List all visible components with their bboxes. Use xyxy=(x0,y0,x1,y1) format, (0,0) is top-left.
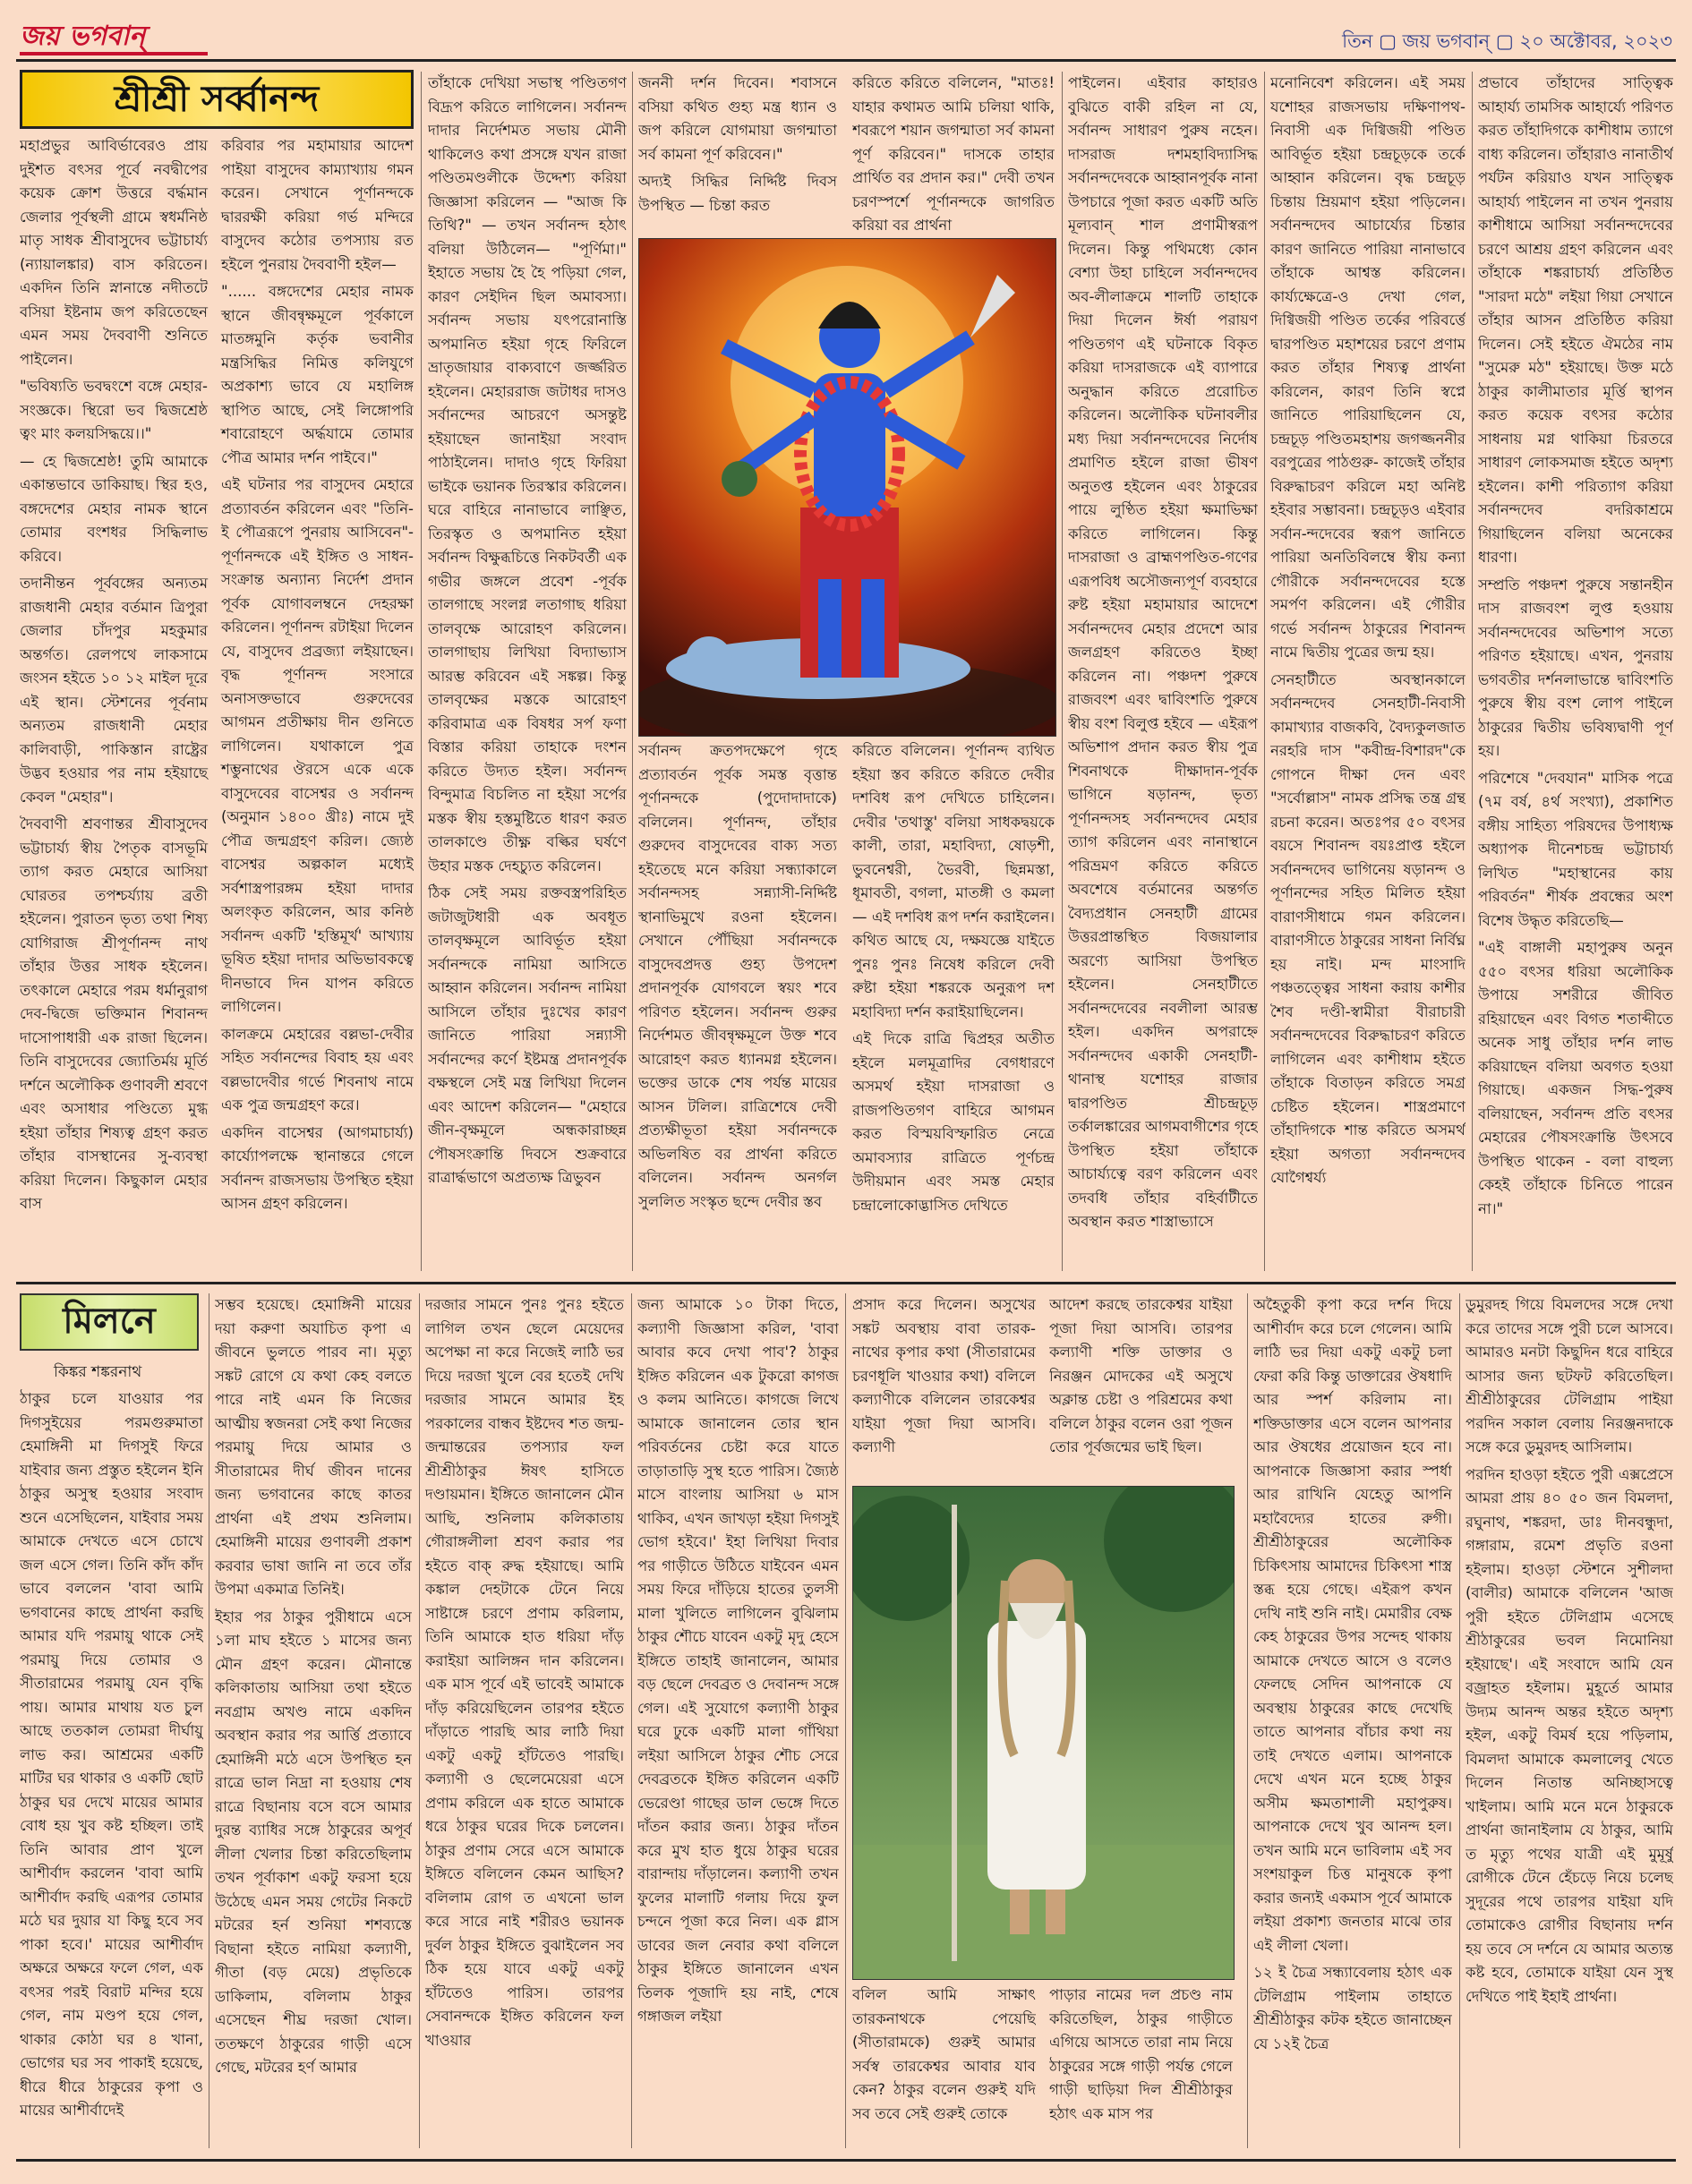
masthead: জয় ভগবান্ xyxy=(20,21,146,52)
article1-below-image-col-a xyxy=(638,739,837,1271)
paragraph: "এই বাঙ্গালী মহাপুরুষ অনুন ৫৫০ বৎসর ধরিয়া অলৌকিক উপায়ে সশরীরে জীবিত রহিয়াছেন এবং বিগত শতাব্দীতে অনেক সাধু তাঁহার দর্শন লাভ করিয়াছেন বলিয়া অবগত হওয়া গিয়াছে। একজন সিদ্ধ-পুরুষ বলিয়াছেন, সর্বানন্দ প্রতি বৎসর মেহারের পৌষসংক্রান্তি উৎসবে উপস্থিত থাকেন - বলা বাহুল্য কেহই তাঁহাকে চিনিতে পারেন না।" xyxy=(1478,939,1673,1217)
paragraph: "ভবিষ্যতি ভবদ্বংশে বঙ্গে মেহার-সংজ্ঞকে। স্থিরো ভব দ্বিজশ্রেষ্ঠ ত্বং মাং কলয়সিদ্ধয়ে।।" xyxy=(20,378,208,442)
paragraph: — হে দ্বিজশ্রেষ্ঠ! তুমি আমাকে একান্তভাবে ডাকিয়াছ। স্থির হও, বঙ্গদেশের মেহার নামক স্থানে তোমার বংশধর সিদ্ধিলাভ করিবে। xyxy=(20,452,208,565)
column-separator xyxy=(632,72,633,1271)
paragraph: ইহার পর ঠাকুর পুরীধামে এসে ১লা মাঘ হইতে ১ মাসের জন্য মৌন গ্রহণ করেন। মৌনান্তে কলিকাতায় আসিয়া তথা হইতে নবগ্রাম অখণ্ড নামে একদিন অবস্থান করার পর আর্ত্তি প্রত্যাবে হেমাঙ্গিনী মঠে এসে উপস্থিত হন রাত্রে ভাল নিদ্রা না হওয়ায় শেষ রাত্রে বিছানায় বসে বসে আমার দুরন্ত ব্যাধির সঙ্গে ঠাকুরের অপূর্ব লীলা খেলার চিন্তা করিতেছিলাম তখন পূর্বাকাশ একটু ফরসা হয়ে উঠেছে এমন সময় গেটের নিকটে মটরের হর্ন শুনিয়া শশব্যস্তে বিছানা হইতে নামিয়া কল্যাণী, গীতা (বড় মেয়ে) প্রভৃতিকে ডাকিলাম, বলিলাম ঠাকুর এসেছেন শীঘ্র দরজা খোল। ততক্ষণে ঠাকুরের গাড়ী এসে গেছে, মটরের হর্ণ আমার xyxy=(215,1608,412,2076)
paragraph: তদানীন্তন পূর্ববঙ্গের অন্যতম রাজধানী মেহার বর্তমান ত্রিপুরা জেলার চাঁদপুর মহকুমার অন্তর্গত। রেলপথে লাকসামে জংসন হইতে ১০ ১২ মাইল দূরে এই স্থান। স্টেশনের পূর্বনাম অন্যতম রাজধানী মেহার কালিবাড়ী, পাকিস্তান রাষ্ট্রের উদ্ভব হওয়ার পর নাম হইয়াছে কেবল "মেহার"। xyxy=(20,575,208,806)
article1-column-7 xyxy=(1270,72,1466,1271)
paragraph: ডুমুরদহ গিয়ে বিমলদের সঙ্গে দেখা করে তাদের সঙ্গে পুরী চলে আসবে। আমারও মনটা কিছুদিন ধরে বাহিরে আসার জন্য ছটফট করিতেছিল। শ্রীশ্রীঠাকুরের টেলিগ্রাম পাইয়া পরদিন সকাল বেলায় নিরঞ্জনদাকে সঙ্গে করে ডুমুরদহ আসিলাম। xyxy=(1466,1296,1673,1455)
article2-column-7 xyxy=(1253,1293,1452,2148)
section-rule xyxy=(16,1282,1676,1284)
paragraph: আদেশ করছে তারকেশ্বর যাইয়া পূজা দিয়া আসবি। তারপর কল্যাণী শক্তি ডাক্তার ও নিরঞ্জন মোদকের এই অসুখে অক্লান্ত চেষ্টা ও পরিশ্রমের কথা বলিলে ঠাকুর বলেন ওরা পূজন তোর পূর্বজন্মের ভাই ছিল। xyxy=(1049,1296,1233,1455)
column-separator xyxy=(1062,72,1063,1271)
masthead-underline xyxy=(20,52,208,55)
paragraph: একদিন বাসেশ্বর (আগমাচার্য্য) কার্য্যোপলক্ষে স্থানান্তরে গেলে সর্বানন্দ রাজসভায় উপস্থিত হইয়া আসন গ্রহণ করিলেন। xyxy=(221,1123,414,1212)
article1-below-image-col-b xyxy=(852,739,1055,1271)
article1-column-6 xyxy=(1068,72,1258,1271)
paragraph: "...... বঙ্গদেশের মেহার নামক স্থানে জীবন্বৃক্ষমূলে পূর্বকালে মাতঙ্গমুনি কর্তৃক ভবানীর মন্ত্রসিদ্ধির নিমিত্ত কলিযুগে অপ্রকাশ্য ভাবে যে মহালিঙ্গ স্থাপিত আছে, সেই লিঙ্গোপরি শবারোহণে অর্দ্ধযামে তোমার পৌত্র আমার দর্শন পাইবে।" xyxy=(221,283,414,466)
column-separator xyxy=(421,72,422,1271)
paragraph: এই ঘটনার পর বাসুদেব মেহারে প্রত্যাবর্তন করিলেন এবং "তিনি-ই পৌত্ররূপে পুনরায় আসিবেন"- পূর্ণানন্দকে এই ইঙ্গিত ও সাধন-সংক্রান্ত অন্যান্য নির্দেশ প্রদান পূর্বক যোগাবলম্বনে দেহরক্ষা করিলেন। পূর্ণানন্দ রটাইয়া দিলেন যে, বাসুদেব প্রব্রজ্যা লইয়াছেন। বৃদ্ধ পূর্ণানন্দ সংসারে অনাসক্তভাবে গুরুদেবের আগমন প্রতীক্ষায় দীন গুনিতে লাগিলেন। যথাকালে পুত্র শম্ভুনাথের ঔরসে একে একে বাসুদেবের বাসেশ্বর ও সর্বানন্দ (অনুমান ১৪০০ খ্রীঃ) নামে দুই পৌত্র জন্মগ্রহণ করিল। জ্যেষ্ঠ বাসেশ্বর অল্পকাল মধ্যেই সর্বশাস্ত্রপারঙ্গম হইয়া দাদার অলংকৃত করিলেন, আর কনিষ্ঠ সর্বানন্দ একটি 'হস্তিমূর্খ' আখ্যায় ভূষিত হইয়া দাদার অভিভাবকত্বে দীনভাবে দিন যাপন করিতে লাগিলেন। xyxy=(221,476,414,1015)
column-separator xyxy=(845,1293,846,2148)
paragraph: পরদিন হাওড়া হইতে পুরী এক্সপ্রেসে আমরা প্রায় ৪০ ৫০ জন বিমলদা, রঘুনাথ, শঙ্করদা, ডাঃ দীনবন্ধুদা, গঙ্গারাম, রমেশ প্রভৃতি রওনা হইলাম। হাওড়া স্টেশনে সুশীলদা (বালীর) আমাকে বলিলেন 'আজ পুরী হইতে টেলিগ্রাম এসেছে শ্রীঠাকুরের ভবল নিমোনিয়া হইয়াছে'। এই সংবাদে আমি যেন বজ্রাহত হইলাম। মুহূর্তে আমার উদ্যম আনন্দ অন্তর হইতে অদৃশ্য হইল, একটু বিমর্ষ হয়ে পড়িলাম, বিমলদা আমাকে কমলালেবু খেতে দিলেন নিতান্ত অনিচ্ছাসত্বে খাইলাম। আমি মনে মনে ঠাকুরকে প্রার্থনা জানাইলাম যে ঠাকুর, আমি ত মৃত্যু পথের যাত্রী এই মুমূর্ষু রোগীকে টেনে হেঁচড়ে নিয়ে চলেছ সুদূরের পথে তারপর যাইয়া যদি তোমাকেও রোগীর বিছানায় দর্শন হয় তবে সে দর্শনে যে আমার অত্যন্ত কষ্ট হবে, তোমাকে যাইয়া যেন সুস্থ দেখিতে পাই ইহাই প্রার্থনা। xyxy=(1466,1465,1673,2005)
column-separator xyxy=(1247,1293,1248,2148)
column-separator xyxy=(631,1293,632,2148)
paragraph: এই দিকে রাত্রি দ্বিপ্রহর অতীত হইলে মলমূত্রাদির বেগধারণে অসমর্থ হইয়া দাসরাজা ও রাজপণ্ডিতগণ বাহিরে আগমন করত বিস্ময়বিস্ফারিত নেত্রে অমাবস্যার রাত্রিতে পূর্ণচন্দ্র উদীয়মান এবং সমস্ত মেহার চন্দ্রালোকোদ্ভাসিত দেখিতে xyxy=(852,1030,1055,1214)
article1-column-8 xyxy=(1478,72,1673,1271)
article2-byline: কিঙ্কর শঙ্করনাথ xyxy=(54,1363,142,1381)
paragraph: প্রভাবে তাঁহাদের সাত্ত্বিক আহার্য্য তামসিক আহার্য্যে পরিণত করত তাঁহাদিগকে কাশীধাম ত্যাগে বাধ্য করিলেন। তাঁহারাও নানাতীর্থ পর্যটন করিয়াও যখন সাত্ত্বিক আহার্য্য পাইলেন না তখন পুনরায় কাশীধামে আসিয়া সর্বানন্দদেবের চরণে আশ্রয় গ্রহণ করিলেন এবং তাঁহাকে শঙ্করাচার্য্য প্রতিষ্ঠিত "সারদা মঠে" লইয়া গিয়া সেখানে তাঁহার আসন প্রতিষ্ঠিত করিয়া দিলেন। সেই হইতে ঐমঠের নাম "সুমেরু মঠ" হইয়াছে। উক্ত মঠে ঠাকুর কালীমাতার মূর্ত্তি স্থাপন করত কয়েক বৎসর কঠোর সাধনায় মগ্ন থাকিয়া চিরতরে সাধারণ লোকসমাজ হইতে অদৃশ্য হইলেন। কাশী পরিত্যাগ করিয়া সর্বানন্দদেব বদরিকাশ্রমে গিয়াছিলেন বলিয়া অনেকের ধারণা। xyxy=(1478,74,1673,566)
column-separator xyxy=(1264,72,1265,1271)
paragraph: করিতে করিতে বলিলেন, "মাতঃ! যাহার কথামত আমি চলিয়া থাকি, শবরূপে শয়ান জগন্মাতা সর্ব কামনা পূর্ণ করিবেন।" দাসকে তাহার প্রার্থিত বর প্রদান কর।" দেবী তখন চরণস্পর্শে পূর্ণানন্দকে জাগরিত করিয়া বর প্রার্থনা xyxy=(852,74,1055,234)
saint-photo xyxy=(852,1486,1235,1980)
kali-image xyxy=(638,238,1056,737)
article2-column-3 xyxy=(425,1293,624,2148)
paragraph: পাড়ার নামের দল প্রচণ্ড নাম করিতেছিল, ঠাকুর গাড়ীতে এগিয়ে আসতে তারা নাম নিয়ে ঠাকুরের সঙ্গে গাড়ী পর্যন্ত গেলে গাড়ী ছাড়িয়া দিল শ্রীশ্রীঠাকুর হঠাৎ এক মাস পর xyxy=(1049,1986,1233,2122)
paragraph: করিতে বলিলেন। পূর্ণানন্দ ব্যথিত হইয়া স্তব করিতে করিতে দেবীর দশবিধ রূপ দেখিতে চাহিলেন। দেবীর 'তথাস্তু' বলিয়া সাধকদ্বয়কে কালী, তারা, মহাবিদ্যা, ষোড়শী, ভুবনেশ্বরী, ভৈরবী, ছিন্নমস্তা, ধূমাবতী, বগলা, মাতঙ্গী ও কমলা — এই দশবিধ রূপ দর্শন করাইলেন। কথিত আছে যে, দক্ষযজ্ঞে যাইতে পুনঃ পুনঃ নিষেধ করিলে দেবী রুষ্টা হইয়া শঙ্করকে অনুরূপ দশ মহাবিদ্যা দর্শন করাইয়াছিলেন। xyxy=(852,742,1055,1020)
article1-title: শ্রীশ্রী সর্ব্বানন্দ xyxy=(20,70,414,129)
paragraph: তাঁহাকে দেখিয়া সভাস্থ পণ্ডিতগণ বিদ্রূপ করিতে লাগিলেন। সর্বানন্দ দাদার নির্দেশমত সভায় মৌনী থাকিলেও কথা প্রসঙ্গে যখন রাজা পণ্ডিতমণ্ডলীকে উদ্দেশ্য করিয়া জিজ্ঞাসা করিলেন — "আজ কি তিথি?" — তখন সর্বানন্দ হঠাৎ বলিয়া উঠিলেন— "পূর্ণিমা।" ইহাতে সভায় হৈ হৈ পড়িয়া গেল, কারণ সেইদিন ছিল অমাবস্যা। সর্বানন্দ সভায় যৎপরোনাস্তি অপমানিত হইয়া গৃহে ফিরিলে ভ্রাতৃজায়ার বাক্যবাণে জর্জ্জরিত হইলেন। মেহাররাজ জটাধর দাসও সর্বানন্দের আচরণে অসন্তুষ্ট হইয়াছেন জানাইয়া সংবাদ পাঠাইলেন। দাদাও গৃহে ফিরিয়া ভাইকে ভয়ানক তিরস্কার করিলেন। ঘরে বাহিরে নানাভাবে লাঞ্ছিত, তিরস্কৃত ও অপমানিত হইয়া সর্বানন্দ বিক্ষুব্ধচিত্তে নিকটবর্তী এক গভীর জঙ্গলে প্রবেশ -পূর্বক তালগাছে সংলগ্ন লতাগাছ ধরিয়া তালবৃক্ষে আরোহণ করিলেন। তালগাছায় লিখিয়া বিদ্যাভ্যাস আরম্ভ করিবেন এই সঙ্কল্প। কিন্তু তালবৃক্ষের মস্তকে আরোহণ করিবামাত্র এক বিষধর সর্প ফণা বিস্তার করিয়া তাহাকে দংশন করিতে উদ্যত হইল। সর্বানন্দ বিন্দুমাত্র বিচলিত না হইয়া সর্পের মস্তক স্বীয় হস্তমুষ্টিতে ধারণ করত তালকাণ্ডে তীক্ষ্ণ বল্কির ঘর্ষণে উহার মস্তক দেহচ্যুত করিলেন। xyxy=(428,74,627,874)
paragraph: সেনহাটীতে অবস্থানকালে সর্বানন্দদেব সেনহাটী-নিবাসী কামাখ্যার বাজকবি, বৈদ্যকুলজাত নরহরি দাস "কবীন্দ্র-বিশারদ"কে গোপনে দীক্ষা দেন এবং "সর্বোল্লাস" নামক প্রসিদ্ধ তন্ত্র গ্রন্থ রচনা করেন। অতঃপর ৫০ বৎসর বয়সে শিবানন্দ বয়ঃপ্রাপ্ত হইলে সর্বানন্দদেব ভাগিনেয় ষড়ানন্দ ও পূর্ণানন্দের সহিত মিলিত হইয়া বারাণসীধামে গমন করিলেন। বারাণসীতে ঠাকুরের সাধনা নির্বিঘ্ন হয় নাই। মন্দ মাংসাদি পঞ্চতত্ত্বের সাধনা করায় কাশীর শৈব দণ্ডী-স্বামীরা বীরাচারী সর্বানন্দদেবের বিরুদ্ধাচরণ করিতে লাগিলেন এবং কাশীধাম হইতে তাঁহাকে বিতাড়ন করিতে সমগ্র চেষ্টিত হইলেন। শাস্ত্রপ্রমাণে তাঁহাদিগকে শান্ত করিতে অসমর্থ হইয়া অগত্যা সর্বানন্দদেব যোগৈশ্বর্য্য xyxy=(1270,670,1466,1186)
paragraph: সর্বানন্দ ক্রতপদক্ষেপে গৃহে প্রত্যাবর্তন পূর্বক সমস্ত বৃত্তান্ত পূর্ণানন্দকে (পুদোদাদাকে) বলিলেন। পূর্ণানন্দ, তাঁহার গুরুদেব বাসুদেবের বাক্য সত্য হইতেছে মনে করিয়া সন্ধ্যাকালে সর্বানন্দসহ সন্ন্যাসী-নির্দ্দিষ্ট স্থানাভিমুখে রওনা হইলেন। সেখানে পৌঁছিয়া সর্বানন্দকে বাসুদেবপ্রদত্ত গুহ্য উপদেশ প্রদানপূর্বক যোগবলে স্বয়ং শবে পরিণত হইলেন। সর্বানন্দ গুরুর নির্দেশমত জীবন্বৃক্ষমূলে উক্ত শবে আরোহণ করত ধ্যানমগ্ন হইলেন। ভক্তের ডাকে শেষ পর্যন্ত মায়ের আসন টলিল। রাত্রিশেষে দেবী প্রত্যক্ষীভূতা হইয়া সর্বানন্দকে অভিলষিত বর প্রার্থনা করিতে বলিলেন। সর্বানন্দ অনর্গল সুললিত সংস্কৃত ছন্দে দেবীর স্তব xyxy=(638,742,837,1210)
article1-column-3 xyxy=(428,72,627,1271)
kali-illustration xyxy=(639,239,1055,736)
article1-subcol-b xyxy=(221,134,414,1220)
article1-column-4 xyxy=(638,72,837,235)
column-separator xyxy=(419,1293,420,2148)
article2-below-image-col-a xyxy=(852,1984,1036,2148)
article2-column-5 xyxy=(852,1293,1036,1481)
paragraph: সম্ভব হয়েছে। হেমাঙ্গিনী মায়ের দয়া করুণা অযাচিত কৃপা এ জীবনে ভুলতে পারব না। মৃত্যু সঙ্কট রোগে যে কথা কেহ বলতে পারে নাই এমন কি নিজের আত্মীয় স্বজনরা সেই কথা নিজের পরমায়ু দিয়ে আমার ও সীতারামের দীর্ঘ জীবন দানের জন্য ভগবানের কাছে কাতর প্রার্থনা এই প্রথম শুনিলাম। হেমাঙ্গিনী মায়ের গুণাবলী প্রকাশ করবার ভাষা জানি না তবে তাঁর উপমা একমাত্র তিনিই। xyxy=(215,1296,412,1598)
paragraph: জন্য আমাকে ১০ টাকা দিতে, কল্যাণী জিজ্ঞাসা করিল, 'বাবা আবার কবে দেখা পাব'? ঠাকুর ইঙ্গিত করিলেন এক টুকরো কাগজ ও কলম আনিতে। কাগজে লিখে আমাকে জানালেন তোর স্থান পরিবর্তনের চেষ্টা করে যাতে তাড়াতাড়ি সুস্থ হতে পারিস। জ্যৈষ্ঠ মাসে বাংলায় আসিয়া ৬ মাস থাকিব, এখন জাখড়া হইয়া দিগসুই ভোগ হইবে।' ইহা লিখিয়া দিবার পর গাড়ীতে উঠিতে যাইবেন এমন সময় ফিরে দাঁড়িয়ে হাতের তুলসী মালা খুলিতে লাগিলেন বুঝিলাম ঠাকুর শৌচে যাবেন একটু মৃদু হেসে ইঙ্গিতে তাহাই জানালেন, আমার বড় ছেলে দেবব্রত ও দেবানন্দ সঙ্গে গেল। এই সুযোগে কল্যাণী ঠাকুর ঘরে ঢুকে একটি মালা গাঁথিয়া লইয়া আসিলে ঠাকুর শৌচ সেরে দেবব্রতকে ইঙ্গিত করিলেন একটি ভেরেণ্ডা গাছের ডাল ভেঙ্গে দিতে দাঁতন করার জন্য। ঠাকুর দাঁতন করে মুখ হাত ধুয়ে ঠাকুর ঘরের বারান্দায় দাঁড়ালেন। কল্যাণী তখন ফুলের মালাটি গলায় দিয়ে ফুল চন্দনে পূজা করে নিল। এক গ্লাস ডাবের জল নেবার কথা বলিলে ঠাকুর ইঙ্গিতে জানালেন এখন তিলক পূজাদি হয় নাই, শেষে গঙ্গাজল লইয়া xyxy=(637,1296,839,2025)
paragraph: জননী দর্শন দিবেন। শবাসনে বসিয়া কথিত গুহ্য মন্ত্র ধ্যান ও জপ করিলে যোগমায়া জগন্মাতা সর্ব কামনা পূর্ণ করিবেন।" xyxy=(638,74,837,163)
paragraph: অদ্যই সিদ্ধির নির্দ্দিষ্ট দিবস উপস্থিত — চিন্তা করত xyxy=(638,173,837,214)
page-header xyxy=(0,0,1692,57)
article2-column-4 xyxy=(637,1293,839,2148)
paragraph: সম্প্রতি পঞ্চদশ পুরুষে সন্তানহীন দাস রাজবংশ লুপ্ত হওয়ায় সর্বানন্দদেবের অভিশাপ সত্যে পরিণত হইয়াছে। এখন, পুনরায় ভগবতীর দর্শনলাভান্তে দ্বাবিংশতি পুরুষে স্বীয় বংশ লোপ পাইলে ঠাকুরের দ্বিতীয় ভবিষ্যদ্বাণী পূর্ণ হয়। xyxy=(1478,576,1673,759)
paragraph: দরজার সামনে পুনঃ পুনঃ হইতে লাগিল তখন ছেলে মেয়েদের অপেক্ষা না করে নিজেই লাঠি ভর দিয়ে দরজা খুলে বের হতেই দেখি দরজার সামনে আমার ইহ পরকালের বান্ধব ইষ্টদেব শত জন্ম-জন্মান্তরের তপস্যার ফল শ্রীশ্রীঠাকুর ঈষৎ হাসিতে দণ্ডায়মান। ইঙ্গিতে জানালেন মৌন আছি, শুনিলাম কলিকাতায় গৌরাঙ্গলীলা শ্রবণ করার পর হইতে বাক্ রুদ্ধ হইয়াছে। আমি কঙ্কাল দেহটাকে টেনে নিয়ে সাষ্টাঙ্গে চরণে প্রণাম করিলাম, তিনি আমাকে হাত ধরিয়া দাঁড় করাইয়া আলিঙ্গন দান করিলেন। এক মাস পূর্বে এই ভাবেই আমাকে দাঁড় করিয়েছিলেন তারপর হইতে দাঁড়াতে পারছি আর লাঠি দিয়া একটু একটু হাঁটতেও পারছি। কল্যাণী ও ছেলেমেয়েরা এসে প্রণাম করিলে এক হাতে আমাকে ধরে ঠাকুর ঘরের দিকে চললেন। ঠাকুর প্রণাম সেরে এসে আমাকে ইঙ্গিতে বলিলেন কেমন আছিস? বলিলাম রোগ ত এখনো ভাল করে সারে নাই শরীরও ভয়ানক দুর্বল ঠাকুর ইঙ্গিতে বুঝাইলেন সব ঠিক হয়ে যাবে একটু একটু হাঁটতেও পারিস। তারপর সেবানন্দকে ইঙ্গিত করিলেন ফল খাওয়ার xyxy=(425,1296,624,2049)
paragraph: দৈববাণী শ্রবণান্তর শ্রীবাসুদেব ভট্টাচার্য্য স্বীয় পৈতৃক বাসভূমি ত্যাগ করত মেহারে আসিয়া ঘোরতর তপশ্চর্য্যায় ব্রতী হইলেন। পুরাতন ভৃত্য তথা শিষ্য যোগিরাজ শ্রীপূর্ণানন্দ নাথ তাঁহার উত্তর সাধক হইলেন। তৎকালে মেহারে পরম ধর্মানুরাগ দেব-দ্বিজে ভক্তিমান শিবানন্দ দাসোপাধারী এক রাজা ছিলেন। তিনি বাসুদেবের জ্যোতির্ময় মূর্তি দর্শনে অলৌকিক গুণাবলী শ্রবণে এবং অসাধার পণ্ডিত্যে মুগ্ধ হইয়া তাঁহার শিষ্যত্ব গ্রহণ করত তাঁহার বাসস্থানের সু-ব্যবস্থা করিয়া দিলেন। কিছুকাল মেহার বাস xyxy=(20,815,208,1212)
article2-column-6 xyxy=(1049,1293,1233,1481)
article2-column-1 xyxy=(20,1387,203,2148)
paragraph: মহাপ্রভুর আবির্ভাবেরও প্রায় দুইশত বৎসর পূর্বে নবদ্বীপের কয়েক ক্রোশ উত্তরে বর্দ্ধমান জেলার পূর্বস্থলী গ্রামে স্বধর্মনিষ্ঠ মাতৃ সাধক শ্রীবাসুদেব ভট্টাচার্য্য (ন্যায়ালঙ্কার) বাস করিতেন। একদিন তিনি স্নানান্তে নদীতটে বসিয়া ইষ্টনাম জপ করিতেছেন এমন সময় দৈববাণী শুনিতে পাইলেন। xyxy=(20,137,208,368)
saint-illustration xyxy=(853,1487,1234,1979)
paragraph: বলিল আমি সাক্ষাৎ তারকনাথকে পেয়েছি (সীতারামকে) গুরুই আমার সর্বস্ব তারকেশ্বর আবার যাব কেন? ঠাকুর বলেন গুরুই যদি সব তবে সেই গুরুই তোকে xyxy=(852,1986,1036,2122)
article2-column-8 xyxy=(1466,1293,1673,2148)
paragraph: পরিশেষে "দেবযান" মাসিক পত্রে (৭ম বর্ষ, ৪র্থ সংখ্যা), প্রকাশিত বঙ্গীয় সাহিত্য পরিষদের উপাধ্যক্ষ অধ্যাপক দীনেশচন্দ্র ভট্টাচার্য্য লিখিত "মহাস্থানের কায় পরিবর্তন" শীর্ষক প্রবন্ধের অংশ বিশেষ উদ্ধৃত করিতেছি— xyxy=(1478,769,1673,929)
paragraph: অহৈতুকী কৃপা করে দর্শন দিয়ে আশীর্বাদ করে চলে গেলেন। আমি লাঠি ভর দিয়া একটু একটু চলা ফেরা করি কিন্তু ডাক্তারের ঔষধাদি আর স্পর্শ করিলাম না। শক্তিডাক্তার এসে বলেন আপনার আর ঔষধের প্রয়োজন হবে না। আপনাকে জিজ্ঞাসা করার স্পর্ধা আর রাখিনি যেহেতু আপনি মহাবৈদ্যের হাতের রুগী। শ্রীশ্রীঠাকুরের অলৌকিক চিকিৎসায় আমাদের চিকিৎসা শাস্ত্র স্তব্ধ হয়ে গেছে। এইরূপ কখন দেখি নাই শুনি নাই। মেমারীর বেক্ষ কেহ ঠাকুরের উপর সন্দেহ থাকায় আমাকে দেখতে আসে ও বলেও ফেলছে সেদিন আপনাকে যে অবস্থায় ঠাকুরের কাছে দেখেছি তাতে আপনার বাঁচার কথা নয় তাই দেখতে এলাম। আপনাকে দেখে এখন মনে হচ্ছে ঠাকুর অসীম ক্ষমতাশালী মহাপুরুষ। আপনাকে দেখে খুব আনন্দ হল। তখন আমি মনে ভাবিলাম এই সব সংশয়াকুল চিত্ত মানুষকে কৃপা করার জন্যই একমাস পূর্বে আমাকে লইয়া প্রকাশ্য জনতার মাঝে তার এই লীলা খেলা। xyxy=(1253,1296,1452,1954)
column-separator xyxy=(1472,72,1473,1271)
article1-column-1 xyxy=(20,134,414,1271)
footer-rule xyxy=(16,2159,1676,2162)
column-separator xyxy=(1459,1293,1460,2148)
article2-below-image-col-b xyxy=(1049,1984,1233,2148)
paragraph: ১২ ই চৈত্র সন্ধ্যাবেলায় হঠাৎ এক টেলিগ্রাম পাইলাম তাহাতে শ্রীশ্রীঠাকুর কটক হইতে জানাচ্ছেন যে ১২ই চৈত্র xyxy=(1253,1964,1452,2052)
paragraph: ঠিক সেই সময় রক্তবস্ত্রপরিহিত জটাজুটধারী এক অবধূত তালবৃক্ষমূলে আবির্ভূত হইয়া সর্বানন্দকে নামিয়া আসিতে আহ্বান করিলেন। সর্বানন্দ নামিয়া আসিলে তাঁহার দুঃখের কারণ জানিতে পারিয়া সন্ন্যাসী সর্বানন্দের কর্ণে ইষ্টমন্ত্র প্রদানপূর্বক বক্ষস্থলে সেই মন্ত্র লিখিয়া দিলেন এবং আদেশ করিলেন— "মেহারে জীন-বৃক্ষমূলে অন্ধকারাচ্ছন্ন পৌষসংক্রান্তি দিবসে শুক্রবারে রাত্রার্দ্ধভাগে অপ্রত্যক্ষ ত্রিভুবন xyxy=(428,884,627,1186)
paragraph: কালক্রমে মেহারের বল্লভা-দেবীর সহিত সর্বানন্দের বিবাহ হয় এবং বল্লভাদেবীর গর্ভে শিবনাথ নামে এক পুত্র জন্মগ্রহণ করে। xyxy=(221,1025,414,1113)
paragraph: করিবার পর মহামায়ার আদেশ পাইয়া বাসুদেব কাম্যাখ্যায় গমন করেন। সেখানে পূর্ণানন্দকে দ্বাররক্ষী করিয়া গর্ভ মন্দিরে বাসুদেব কঠোর তপস্যায় রত হইলে পুনরায় দৈববাণী হইল— xyxy=(221,137,414,273)
paragraph: মনোনিবেশ করিলেন। এই সময় যশোহর রাজসভায় দক্ষিণাপথ-নিবাসী এক দিগ্বিজয়ী পণ্ডিত আবির্ভূত হইয়া চন্দ্রচূড়কে তর্কে আহ্বান করিলেন। বৃদ্ধ চন্দ্রচূড় চিন্তায় ম্রিয়মাণ হইয়া পড়িলেন। সর্বানন্দদেব আচার্য্যের চিন্তার কারণ জানিতে পারিয়া নানাভাবে তাঁহাকে আশ্বস্ত করিলেন। কার্য্যক্ষেত্রে-ও দেখা গেল, দিগ্বিজয়ী পণ্ডিত তর্কের পরিবর্ত্তে দ্বারপণ্ডিত মহাশয়ের চরণে প্রণাম করত তাঁহার শিষ্যত্ব প্রার্থনা করিলেন, কারণ তিনি স্বপ্নে জানিতে পারিয়াছিলেন যে, চন্দ্রচূড় পণ্ডিতমহাশয় জগজ্জননীর বরপুত্রের পাঠগুরু- কাজেই তাঁহার বিরুদ্ধাচরণ করিলে মহা অনিষ্ট হইবার সম্ভাবনা। চন্দ্রচূড়ও এইবার সর্বান-ন্দদেবের স্বরূপ জানিতে পারিয়া অনতিবিলম্বে স্বীয় কন্যা গৌরীকে সর্বানন্দদেবের হস্তে সমর্পণ করিলেন। এই গৌরীর গর্ভে সর্বানন্দ ঠাকুরের শিবানন্দ নামে দ্বিতীয় পুত্রের জন্ম হয়। xyxy=(1270,74,1466,661)
folio-line: তিন ▢ জয় ভগবান্ ▢ ২০ অক্টোবর, ২০২৩ xyxy=(1342,30,1672,52)
article1-subcol-a xyxy=(20,134,208,1220)
paragraph: পাইলেন। এইবার কাহারও বুঝিতে বাকী রহিল না যে, সর্বানন্দ সাধারণ পুরুষ নহেন। দাসরাজ দশমহাবিদ্যাসিদ্ধ সর্বানন্দদেবকে আহ্বানপূর্বক নানা উপচারে পূজা করত একটি অতি মূল্যবান্ শাল প্রণামীস্বরূপ দিলেন। কিন্তু পথিমধ্যে কোন বেশ্যা উহা চাহিলে সর্বানন্দদেব অব-লীলাক্রমে শালটি তাহাকে দিয়া দিলেন ঈর্ষা পরায়ণ পণ্ডিতগণ এই ঘটনাকে বিকৃত করিয়া দাসরাজকে এই ব্যাপারে অনুদ্ধান করিতে প্ররোচিত করিলেন। অলৌকিক ঘটনাবলীর মধ্য দিয়া সর্বানন্দদেবের নির্দোষ প্রমাণিত হইলে রাজা ভীষণ অনুতপ্ত হইলেন এবং ঠাকুরের পায়ে লুণ্ঠিত হইয়া ক্ষমাভিক্ষা করিতে লাগিলেন। কিন্তু দাসরাজা ও ব্রাহ্মণপণ্ডিত-গণের এরূপবিধ অসৌজন্যপূর্ণ ব্যবহারে রুষ্ট হইয়া মহামায়ার আদেশে সর্বানন্দদেব মেহার প্রদেশে আর জলগ্রহণ করিতেও ইচ্ছা করিলেন না। পঞ্চদশ পুরুষে রাজবংশ এবং দ্বাবিংশতি পুরুষে স্বীয় বংশ বিলুপ্ত হইবে — এইরূপ অভিশাপ প্রদান করত স্বীয় পুত্র শিবনাথকে দীক্ষাদান-পূর্বক ভাগিনে ষড়ানন্দ, ভৃত্য পূর্ণানন্দসহ সর্বানন্দদেব মেহার ত্যাগ করিলেন এবং নানাস্থানে পরিভ্রমণ করিতে করিতে অবশেষে বর্তমানের অন্তর্গত বৈদ্যপ্রধান সেনহাটী গ্রামের উত্তরপ্রান্তস্থিত বিজয়ালার অরণ্যে আসিয়া উপস্থিত হইলেন। সেনহাটীতে সর্বানন্দদেবের নবলীলা আরম্ভ হইল। একদিন অপরাহ্নে সর্বানন্দদেব একাকী সেনহাটী-থানাস্থ যশোহর রাজার দ্বারপণ্ডিত শ্রীচন্দ্রচূড় তর্কালঙ্কারের আগমবাগীশের গৃহে উপস্থিত হইয়া তাঁহাকে আচার্য্যত্বে বরণ করিলেন এবং তদবধি তাঁহার বহির্বাটীতে অবস্থান করত শাস্ত্রাভ্যাসে xyxy=(1068,74,1258,1230)
paragraph: ঠাকুর চলে যাওয়ার পর দিগসুইয়ের পরমগুরুমাতা হেমাঙ্গিনী মা দিগসুই ফিরে যাইবার জন্য প্রস্তুত হইলেন ইনি ঠাকুর অসুস্থ হওয়ার সংবাদ শুনে এসেছিলেন, যাইবার সময় আমাকে দেখতে এসে চোখে জল এসে গেল। তিনি কাঁদ কাঁদ ভাবে বললেন 'বাবা আমি ভগবানের কাছে প্রার্থনা করছি আমার যদি পরমায়ু থাকে সেই পরমায়ু দিয়ে তোমার ও সীতারামের পরমায়ু যেন বৃদ্ধি পায়। আমার মাথায় যত চুল আছে ততকাল তোমরা দীর্ঘায়ু লাভ কর। আশ্রমের একটি মাটির ঘর থাকার ও একটি ছোট ঠাকুর ঘর দেখে মায়ের আমার বোধ হয় খুব কষ্ট হচ্ছিল। তাই তিনি আবার প্রাণ খুলে আশীর্বাদ করলেন 'বাবা আমি আশীর্বাদ করছি এরূপর তোমার মঠে ঘর দুয়ার যা কিছু হবে সব পাকা হবে।' মায়ের আশীর্বাদ অক্ষরে অক্ষরে ফলে গেল, এক বৎসর পরই বিরাট মন্দির হয়ে গেল, নাম মণ্ডপ হয়ে গেল, থাকার কোঠা ঘর ৪ খানা, ভোগের ঘর সব পাকাই হয়েছে, ধীরে ধীরে ঠাকুরের কৃপা ও মায়ের আশীর্বাদেই xyxy=(20,1390,203,2119)
article2-column-2 xyxy=(215,1293,412,2148)
paragraph: প্রসাদ করে দিলেন। অসুখের সঙ্কট অবস্থায় বাবা তারক-নাথের কৃপার কথা (সীতারামের চরণধূলি খাওয়ার কথা) বলিলে কল্যাণীকে বলিলেন তারকেশ্বর যাইয়া পূজা দিয়া আসবি। কল্যাণী xyxy=(852,1296,1036,1455)
article1-column-5 xyxy=(852,72,1055,235)
header-rule xyxy=(16,59,1676,62)
article2-title: মিলনে xyxy=(20,1293,199,1351)
